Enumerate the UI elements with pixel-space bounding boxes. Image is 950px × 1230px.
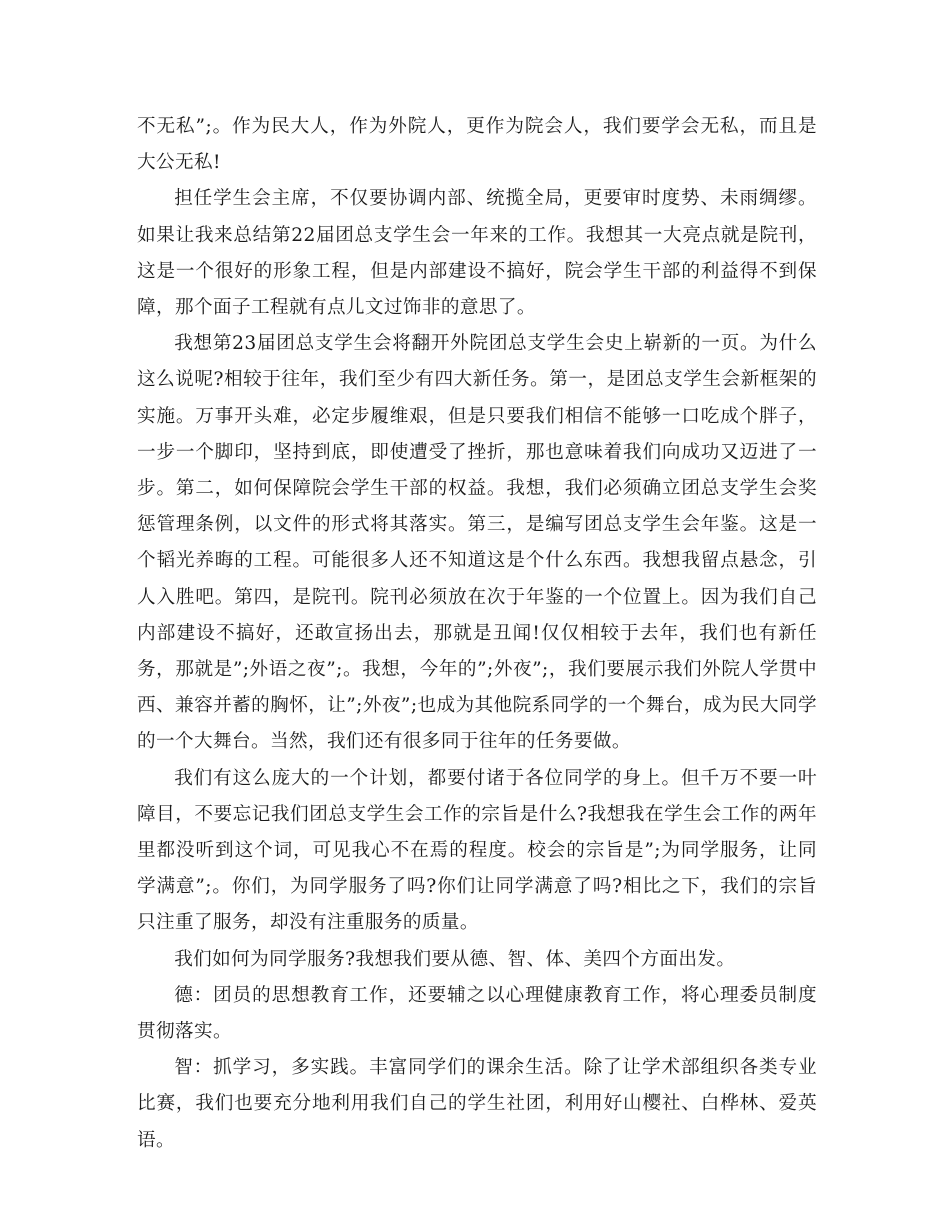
paragraph-4: 我们有这么庞大的一个计划，都要付诸于各位同学的身上。但千万不要一叶障目，不要忘记我们团总支学生会工作的宗旨是什么?我想我在学生会工作的两年里都没听到这个词，可见我心不在焉的程度。校会的宗旨是”;为同学服务，让同学满意”;。你们，为同学服务了吗?你们让同学满意了吗?相比之下，我们的宗旨只注重了服务，却没有注重服务的质量。	[137, 767, 817, 934]
document-body	[137, 109, 817, 1159]
paragraph-1: 不无私”;。作为民大人，作为外院人，更作为院会人，我们要学会无私，而且是大公无私!	[137, 116, 817, 174]
paragraph-2: 担任学生会主席，不仅要协调内部、统揽全局，更要审时度势、未雨绸缪。如果让我来总结第22届团总支学生会一年来的工作。我想其一大亮点就是院刊，这是一个很好的形象工程，但是内部建设不搞好，院会学生干部的利益得不到保障，那个面子工程就有点儿文过饰非的意思了。	[137, 188, 817, 319]
paragraph-7: 智：抓学习，多实践。丰富同学们的课余生活。除了让学术部组织各类专业比赛，我们也要充分地利用我们自己的学生社团，利用好山樱社、白桦林、爱英语。	[137, 1057, 817, 1151]
paragraph-6: 德：团员的思想教育工作，还要辅之以心理健康教育工作，将心理委员制度贯彻落实。	[137, 984, 817, 1043]
paragraph-5: 我们如何为同学服务?我想我们要从德、智、体、美四个方面出发。	[174, 948, 736, 970]
paragraph-3: 我想第23届团总支学生会将翻开外院团总支学生会史上崭新的一页。为什么这么说呢?相较于往年，我们至少有四大新任务。第一，是团总支学生会新框架的实施。万事开头难，必定步履维艰，但是只要我们相信不能够一口吃成个胖子，一步一个脚印，坚持到底，即使遭受了挫折，那也意味着我们向成功又迈进了一步。第二，如何保障院会学生干部的权益。我想，我们必须确立团总支学生会奖惩管理条例，以文件的形式将其落实。第三，是编写团总支学生会年鉴。这是一个韬光养晦的工程。可能很多人还不知道这是个什么东西。我想我留点悬念，引人入胜吧。第四，是院刊。院刊必须放在次于年鉴的一个位置上。因为我们自己内部建设不搞好，还敢宣扬出去，那就是丑闻!仅仅相较于去年，我们也有新任务，那就是”;外语之夜”;。我想，今年的”;外夜”;，我们要展示我们外院人学贯中西、兼容并蓄的胸怀，让”;外夜”;也成为其他院系同学的一个舞台，成为民大同学的一个大舞台。当然，我们还有很多同于往年的任务要做。	[137, 333, 817, 753]
